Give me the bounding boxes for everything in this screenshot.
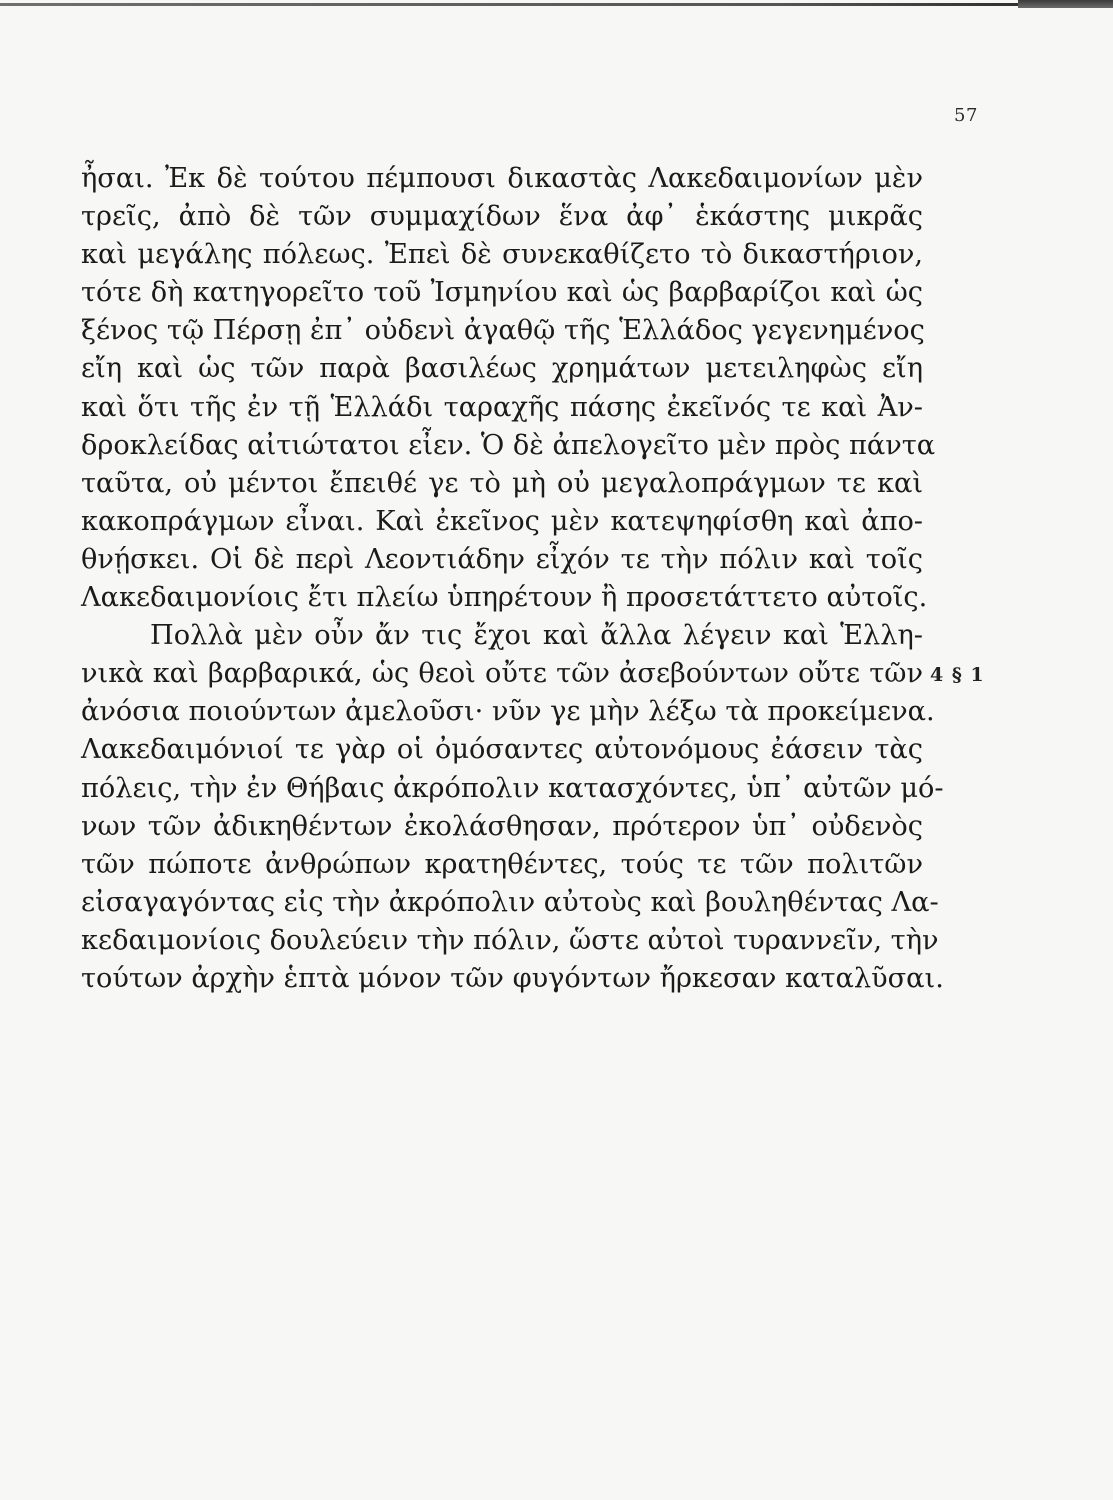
page-number: 57: [954, 105, 978, 126]
text-line: τότε δὴ κατηγορεῖτο τοῦ Ἰσμηνίου καὶ ὡς βαρβαρίζοι καὶ ὡς: [81, 277, 923, 309]
text-line: Λακεδαιμόνιοί τε γὰρ οἱ ὀμόσαντες αὐτονόμους ἐάσειν τὰς: [81, 734, 923, 766]
text-line: κακοπράγμων εἶναι. Καὶ ἐκεῖνος μὲν κατεψηφίσθη καὶ ἀπο-: [81, 505, 923, 537]
paragraph-2: [81, 617, 944, 998]
text-line: τρεῖς, ἀπὸ δὲ τῶν συμμαχίδων ἕνα ἀφ᾽ ἑκάστης μικρᾶς: [81, 201, 923, 233]
text-line: καὶ ὅτι τῆς ἐν τῇ Ἑλλάδι ταραχῆς πάσης ἐκεῖνός τε καὶ Ἀν-: [81, 391, 923, 423]
text-line: ἀνόσια ποιούντων ἀμελοῦσι· νῦν γε μὴν λέξω τὰ προκείμενα.: [81, 696, 935, 728]
text-line: ἦσαι. Ἐκ δὲ τούτου πέμπουσι δικαστὰς Λακεδαιμονίων μὲν: [81, 163, 923, 194]
text-line: ταῦτα, οὐ μέντοι ἔπειθέ γε τὸ μὴ οὐ μεγαλοπράγμων τε καὶ: [81, 467, 923, 499]
text-line: νικὰ καὶ βαρβαρικά, ὡς θεοὶ οὔτε τῶν ἀσεβούντων οὔτε τῶν: [81, 658, 923, 690]
text-line: εἰσαγαγόντας εἰς τὴν ἀκρόπολιν αὐτοὺς καὶ βουληθέντας Λα-: [81, 886, 939, 918]
text-line: δροκλείδας αἰτιώτατοι εἶεν. Ὁ δὲ ἀπελογεῖτο μὲν πρὸς πάντα: [81, 429, 936, 461]
paragraph-1: [81, 160, 936, 617]
text-line: εἴη καὶ ὡς τῶν παρὰ βασιλέως χρημάτων μετειληφὼς εἴη: [81, 353, 923, 385]
top-edge-scan-mark: [1018, 0, 1113, 8]
top-edge-rule: [0, 3, 1113, 6]
text-line: πόλεις, τὴν ἐν Θήβαις ἀκρόπολιν κατασχόντες, ὑπ᾽ αὐτῶν μό-: [81, 772, 944, 804]
text-line: κεδαιμονίοις δουλεύειν τὴν πόλιν, ὥστε αὐτοὶ τυραννεῖν, τὴν: [81, 924, 939, 956]
text-line: τῶν πώποτε ἀνθρώπων κρατηθέντες, τούς τε τῶν πολιτῶν: [81, 848, 923, 880]
text-line: Πολλὰ μὲν οὖν ἄν τις ἔχοι καὶ ἄλλα λέγειν καὶ Ἑλλη-: [150, 620, 923, 652]
text-line: θνῄσκει. Οἱ δὲ περὶ Λεοντιάδην εἶχόν τε τὴν πόλιν καὶ τοῖς: [81, 543, 923, 575]
text-line: νων τῶν ἀδικηθέντων ἐκολάσθησαν, πρότερον ὑπ᾽ οὐδενὸς: [81, 810, 923, 842]
text-line: ξένος τῷ Πέρσῃ ἐπ᾽ οὐδενὶ ἀγαθῷ τῆς Ἑλλάδος γεγενημένος: [81, 315, 925, 347]
text-line: Λακεδαιμονίοις ἔτι πλείω ὑπηρέτουν ἢ προσετάττετο αὐτοῖς.: [81, 582, 928, 614]
text-line: καὶ μεγάλης πόλεως. Ἐπεὶ δὲ συνεκαθίζετο τὸ δικαστήριον,: [81, 239, 923, 271]
text-line: τούτων ἀρχὴν ἑπτὰ μόνον τῶν φυγόντων ἤρκεσαν καταλῦσαι.: [81, 962, 944, 994]
margin-section-reference: 4 § 1: [930, 664, 985, 686]
text-body: [81, 160, 944, 998]
